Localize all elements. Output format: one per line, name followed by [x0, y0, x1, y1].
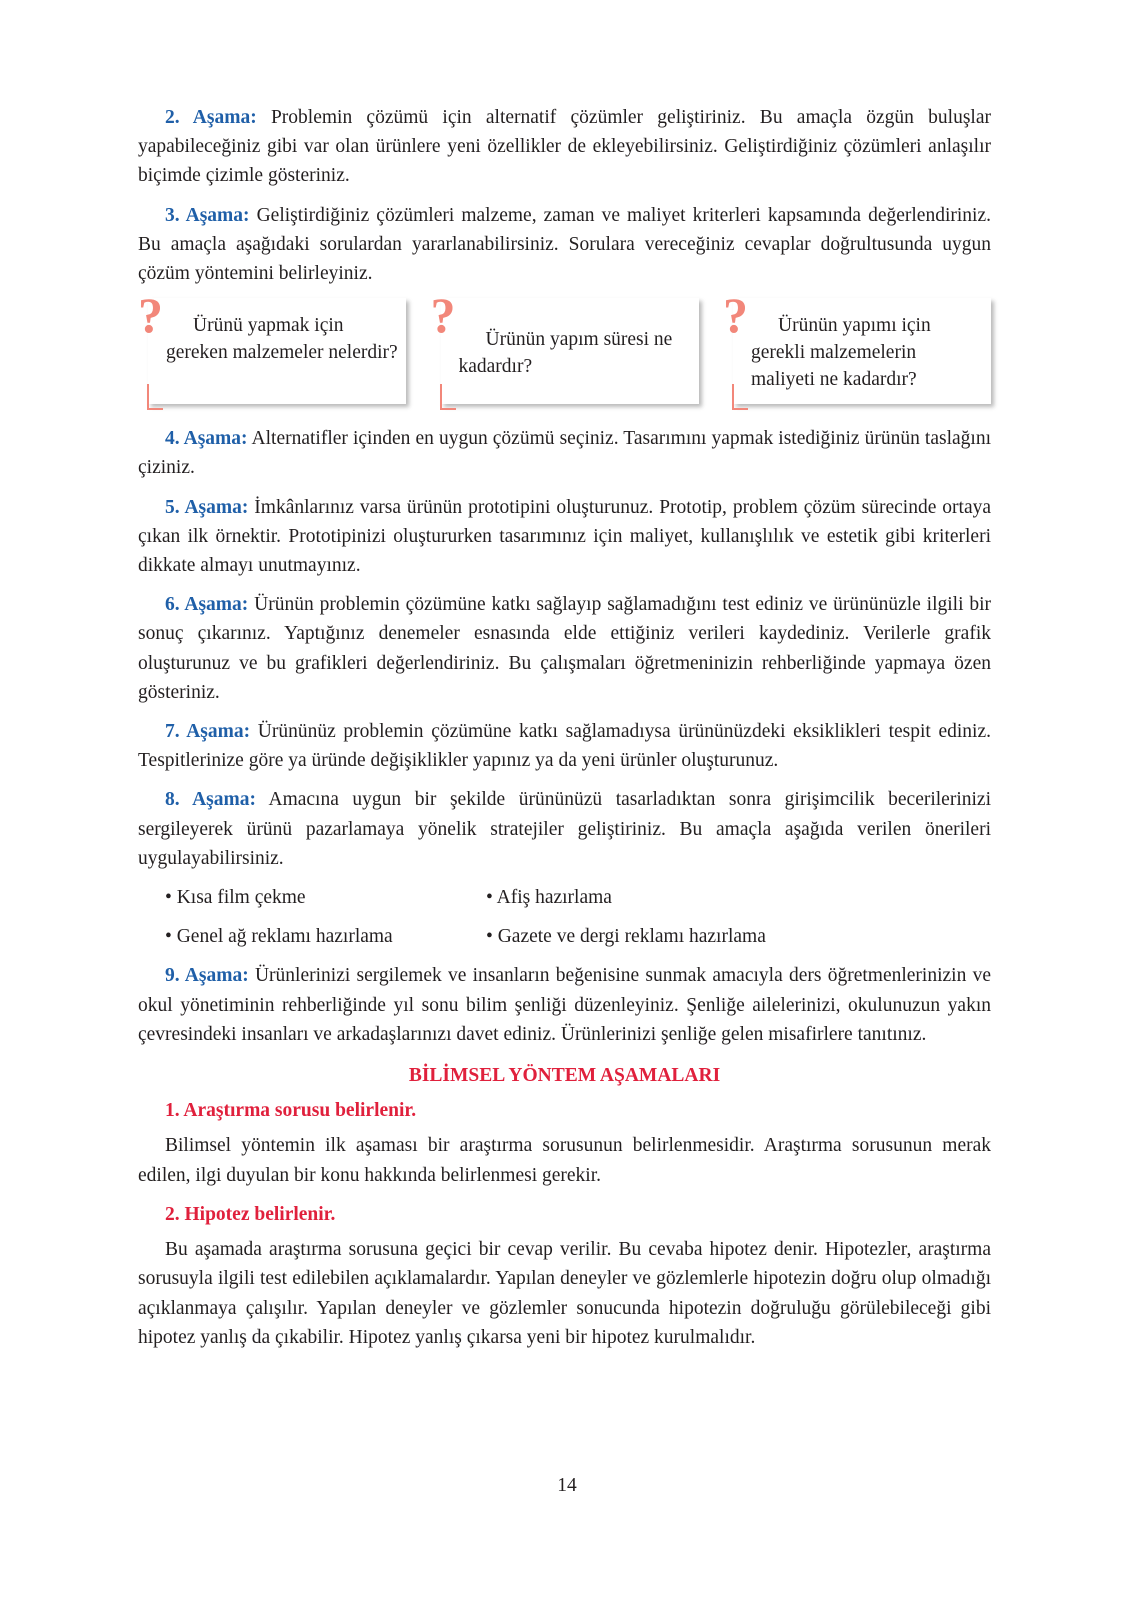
question-mark-icon: ? — [430, 287, 456, 344]
stage-label: 6. Aşama: — [165, 594, 249, 616]
stage-text: Amacına uygun bir şekilde ürününüzü tasarladıktan sonra girişimcilik becerilerinizi sergileyerek ürünü pazarlamaya yönelik stratejiler geliştiriniz. Bu amaçla aşağıda verilen önerileri uygulayabilirsiniz. — [138, 789, 991, 869]
question-text: Ürünü yapmak için gereken malzemeler nelerdir? — [166, 315, 398, 364]
stage-2 — [138, 103, 991, 191]
section-title: BİLİMSEL YÖNTEM AŞAMALARI — [408, 1065, 721, 1087]
stage-label: 8. Aşama: — [165, 789, 257, 811]
stage-label: 4. Aşama: — [165, 428, 248, 450]
question-box — [138, 287, 406, 404]
bullet-list — [165, 883, 991, 951]
stage-text: Ürünlerinizi sergilemek ve insanların beğenisine sunmak amacıyla ders öğretmenlerinizin ve okul yönetiminin rehberliğinde yıl sonu bilim şenliği düzenleyiniz. Şenliğe ailelerinizi, okulunuzun yakın çevresindeki insanları ve arkadaşlarınızı davet ediniz. Ürünlerinizi şenliğe gelen misafirlere tanıtınız. — [138, 965, 991, 1045]
stage-label: 9. Aşama: — [165, 965, 249, 987]
step-1-title: 1. Araştırma sorusu belirlenir. — [165, 1100, 417, 1122]
stage-8 — [138, 785, 991, 873]
stage-text: Problemin çözümü için alternatif çözümler geliştiriniz. Bu amaçla özgün buluşlar yapabileceğiniz gibi var olan ürünlere yeni özellikler de ekleyebilirsiniz. Geliştirdiğiniz çözümleri anlaşılır biçimde çizimle gösteriniz. — [138, 107, 991, 187]
stage-label: 7. Aşama: — [165, 721, 251, 743]
question-mark-icon: ? — [138, 287, 163, 344]
stage-text: Alternatifler içinden en uygun çözümü seçiniz. Tasarımını yapmak istediğiniz ürünün taslağını çiziniz. — [138, 428, 992, 479]
stage-label: 2. Aşama: — [165, 107, 257, 128]
step-2-text: Bu aşamada araştırma sorusuna geçici bir cevap verilir. Bu cevaba hipotez denir. Hipotezler, araştırma sorusuyla ilgili test edilebilen açıklamalardır. Yapılan deneyler ve gözlemlerle hipotezin doğru olup olmadığı açıklanmaya çalışılır. Yapılan deneyler ve gözlemler sonucunda hipotezin doğruluğu görülebileceği gibi hipotez yanlış da çıkabilir. Hipotez yanlış çıkarsa yeni bir hipotez kurulmalıdır. — [138, 1239, 991, 1348]
stage-text: Geliştirdiğiniz çözümleri malzeme, zaman ve maliyet kriterleri kapsamında değerlendiriniz. Bu amaçla aşağıdaki sorulardan yararlanabilirsiniz. Sorulara vereceğiniz cevaplar doğrultusunda uygun çözüm yöntemini belirleyiniz. — [138, 204, 991, 285]
step-1-text: Bilimsel yöntemin ilk aşaması bir araştırma sorusunun belirlenmesidir. Araştırma sorusunun merak edilen, ilgi duyulan bir konu hakkında belirlenmesi gerekir. — [138, 1135, 991, 1186]
question-box — [430, 287, 699, 404]
corner-decoration — [147, 384, 163, 410]
stage-text: Ürünün problemin çözümüne katkı sağlayıp sağlamadığını test ediniz ve ürününüzle ilgili bir sonuç çıkarınız. Yaptığınız denemeler esnasında elde ettiğiniz verileri kaydediniz. Verilerle grafik oluşturunuz ve bu grafikleri değerlendiriniz. Bu çalışmaları öğretmeninizin rehberliğinde yapmaya özen gösteriniz. — [138, 594, 991, 703]
question-mark-icon: ? — [723, 287, 748, 344]
stage-5 — [138, 493, 991, 581]
stage-6 — [138, 590, 991, 707]
stage-text: İmkânlarınız varsa ürünün prototipini oluşturunuz. Prototip, problem çözüm sürecinde ortaya çıkan ilk örnektir. Prototipinizi oluştururken tasarımınız için maliyet, kullanışlılık ve estetik gibi kriterleri dikkate almayı unutmayınız. — [138, 496, 991, 577]
stage-label: 3. Aşama: — [165, 204, 250, 226]
corner-decoration — [440, 384, 456, 410]
stage-text: Ürününüz problemin çözümüne katkı sağlamadıysa ürününüzdeki eksiklikleri tespit ediniz. Tespitlerinize göre ya üründe değişiklikler yapınız ya da yeni ürünler oluşturunuz. — [138, 721, 991, 772]
question-box — [723, 287, 991, 404]
question-text: Ürünün yapım süresi ne kadardır? — [458, 329, 673, 378]
bullet-item: • Gazete ve dergi reklamı hazırlama — [486, 926, 766, 948]
corner-decoration — [732, 384, 748, 410]
question-text: Ürünün yapımı için gerekli malzemelerin maliyeti ne kadardır? — [751, 315, 931, 391]
page-content — [138, 103, 991, 1362]
stage-3 — [138, 201, 991, 289]
stage-7 — [138, 717, 991, 775]
stage-9 — [138, 961, 991, 1049]
stage-4 — [138, 424, 991, 482]
question-boxes — [138, 287, 991, 410]
step-2-title: 2. Hipotez belirlenir. — [165, 1203, 336, 1225]
bullet-item: • Genel ağ reklamı hazırlama — [165, 926, 393, 948]
stage-label: 5. Aşama: — [165, 496, 249, 518]
bullet-item: • Afiş hazırlama — [486, 887, 612, 909]
bullet-item: • Kısa film çekme — [165, 887, 306, 909]
page-number: 14 — [557, 1475, 577, 1496]
